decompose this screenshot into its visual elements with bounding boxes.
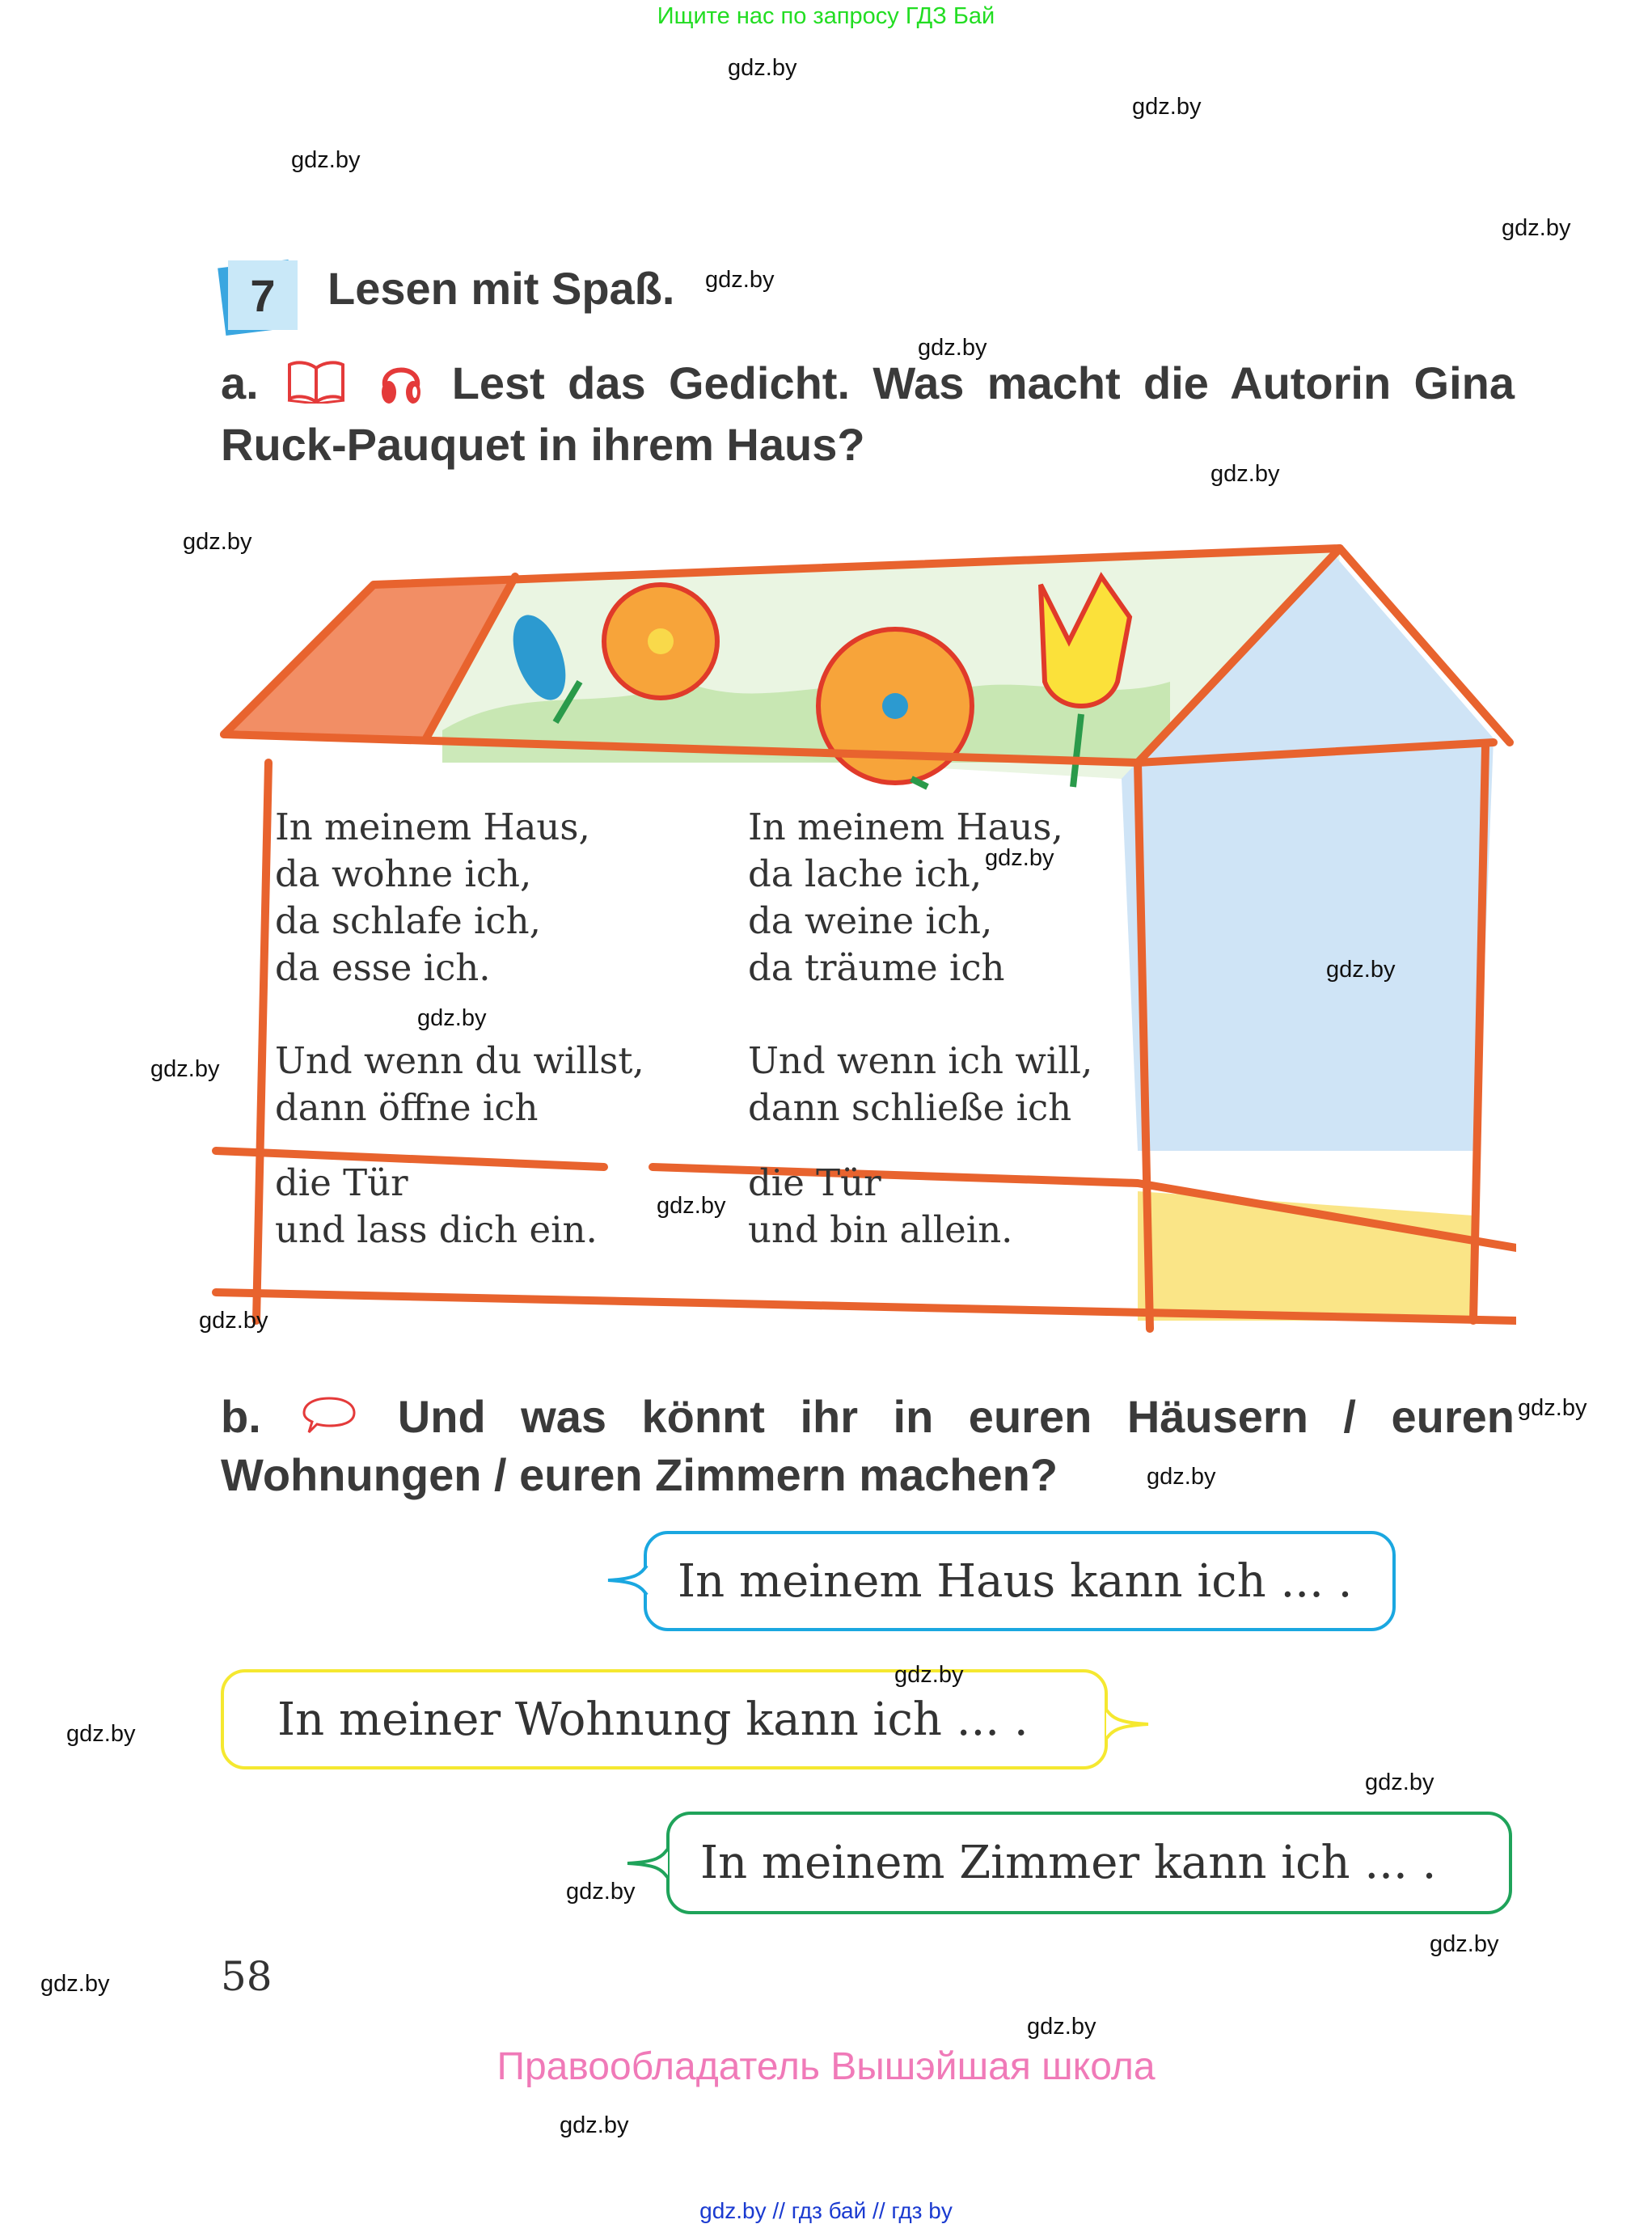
- speech-bubble-icon: [301, 1393, 357, 1448]
- watermark: gdz.by: [1502, 215, 1571, 241]
- watermark: gdz.by: [150, 1056, 220, 1082]
- poem-left-stanza3: [275, 1160, 598, 1254]
- watermark: gdz.by: [66, 1721, 136, 1747]
- watermark: gdz.by: [199, 1308, 268, 1334]
- poem-line: Und wenn du willst,: [275, 1039, 644, 1082]
- watermark: gdz.by: [291, 147, 361, 173]
- watermark: gdz.by: [183, 529, 252, 555]
- poem-left-stanza2: [275, 1038, 644, 1131]
- footer-links[interactable]: gdz.by // гдз бай // гдз by: [699, 2198, 953, 2223]
- watermark: gdz.by: [40, 1971, 110, 1997]
- poem-line: da träume ich: [748, 946, 1005, 989]
- exercise-number: 7: [228, 260, 298, 330]
- bubble-text: In meinem Zimmer kann ich ... .: [700, 1837, 1437, 1889]
- poem-line: da schlafe ich,: [275, 899, 541, 942]
- watermark: gdz.by: [1147, 1464, 1216, 1490]
- watermark: gdz.by: [918, 335, 987, 361]
- bubble-text: In meiner Wohnung kann ich ... .: [277, 1693, 1029, 1746]
- watermark: gdz.by: [657, 1193, 726, 1219]
- poem-line: Und wenn ich will,: [748, 1039, 1093, 1082]
- watermark: gdz.by: [566, 1879, 636, 1905]
- poem-line: In meinem Haus,: [748, 805, 1063, 848]
- bubble-tail-left: [605, 1562, 649, 1598]
- task-a: [221, 356, 1515, 472]
- poem-line: und bin allein.: [748, 1208, 1013, 1251]
- watermark: gdz.by: [1518, 1395, 1587, 1421]
- task-b-line1: [221, 1389, 1515, 1448]
- watermark: gdz.by: [1430, 1931, 1499, 1957]
- poem-line: und lass dich ein.: [275, 1208, 598, 1251]
- watermark: gdz.by: [985, 845, 1054, 871]
- watermark: gdz.by: [1132, 94, 1202, 120]
- bubble-zimmer: [666, 1812, 1512, 1914]
- house-illustration: [200, 520, 1516, 1338]
- poem-line: da weine ich,: [748, 899, 993, 942]
- poem-line: da esse ich.: [275, 946, 491, 989]
- watermark: gdz.by: [705, 267, 775, 293]
- poem-left-stanza1: [275, 804, 590, 991]
- task-b: [221, 1389, 1515, 1503]
- watermark: gdz.by: [1326, 957, 1396, 983]
- exercise-title: Lesen mit Spaß.: [327, 263, 675, 314]
- poem-line: In meinem Haus,: [275, 805, 590, 848]
- task-a-line1: [221, 356, 1515, 417]
- poem-line: die Tür: [275, 1161, 408, 1204]
- poem-line: da lache ich,: [748, 852, 982, 895]
- task-a-line2: Ruck-Pauquet in ihrem Haus?: [221, 418, 865, 470]
- task-b-text: Und was könnt ihr in euren Häusern / euren: [397, 1391, 1515, 1442]
- task-b-label: b.: [221, 1391, 261, 1442]
- watermark: gdz.by: [1365, 1769, 1434, 1795]
- poem-right-stanza3: [748, 1160, 1012, 1254]
- search-banner: Ищите нас по запросу ГДЗ Бай: [657, 3, 995, 29]
- task-a-text: Lest das Gedicht. Was macht die Autorin Gina: [451, 357, 1515, 408]
- watermark: gdz.by: [1027, 2014, 1096, 2040]
- watermark: gdz.by: [728, 55, 797, 81]
- watermark: gdz.by: [1210, 461, 1280, 487]
- poem-right-stanza1: [748, 804, 1063, 991]
- poem-line: die Tür: [748, 1161, 881, 1204]
- rights-holder: Правообладатель Вышэйшая школа: [496, 2045, 1156, 2088]
- poem-right-stanza2: [748, 1038, 1092, 1131]
- flower-orange-1: [604, 585, 717, 698]
- bubble-tail-right: [1103, 1706, 1151, 1742]
- bubble-haus: [644, 1531, 1396, 1631]
- exercise-number-badge: [225, 260, 298, 330]
- watermark: gdz.by: [560, 2112, 629, 2138]
- bubble-wohnung: [221, 1669, 1108, 1769]
- watermark: gdz.by: [417, 1005, 487, 1031]
- headphones-icon: [378, 357, 424, 417]
- bubble-tail-left: [624, 1846, 670, 1881]
- poem-line: da wohne ich,: [275, 852, 532, 895]
- bubble-text: In meinem Haus kann ich ... .: [678, 1554, 1353, 1608]
- watermark: gdz.by: [894, 1662, 964, 1688]
- flower-orange-2: [818, 629, 972, 787]
- book-icon: [286, 358, 346, 416]
- page-number: 58: [221, 1953, 273, 2000]
- poem-line: dann öffne ich: [275, 1086, 539, 1129]
- poem-line: dann schließe ich: [748, 1086, 1072, 1129]
- task-a-label: a.: [221, 357, 259, 408]
- task-b-line2: Wohnungen / euren Zimmern machen?: [221, 1449, 1058, 1501]
